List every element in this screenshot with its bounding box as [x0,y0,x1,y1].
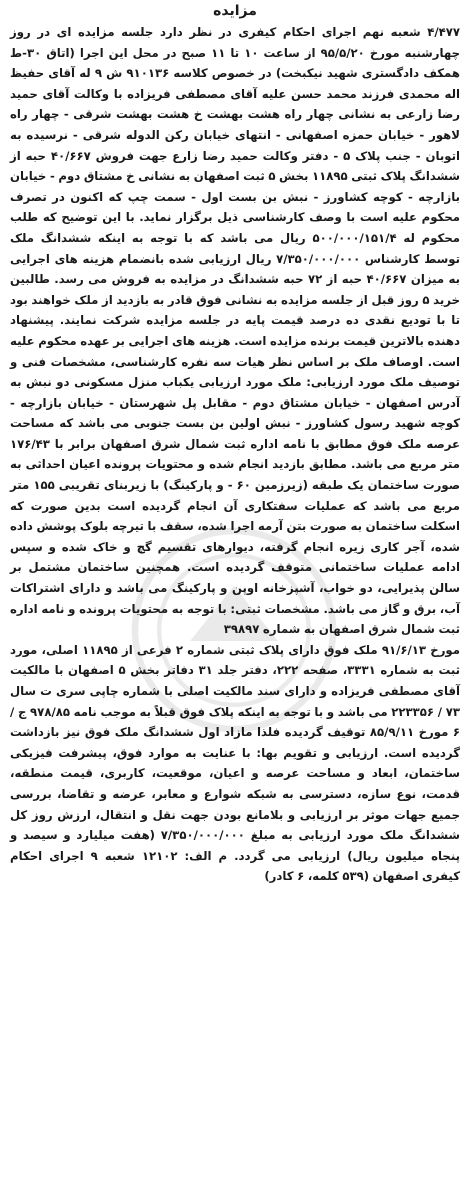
notice-body [10,22,460,887]
notice-paragraph-main: ۴/۴۷۷ شعبه نهم اجرای احکام کیفری در نظر دارد جلسه مزایده ای در روز چهارشنبه مورخ ۹۵/۵/۲۰ از ساعت ۱۰ تا ۱۱ صبح در محل این اجرا (اتاق ۳۰-ط همکف دادگستری شهید نیکبخت) در خصوص کلاسه ۹۱۰۱۳۶ ش ۹ له آقای حفیظ اله محمدی فرزند محمد حسن علیه آقای مصطفی فریزاده با وکالت آقای حمید رضا زارعی به نشانی چهار راه هشت بهشت خ هشت بهشت شرقی - چهار راه لاهور - خیابان حمزه اصفهانی - انتهای خیابان رکن الدوله شرقی - نرسیده به اتوبان - جنب پلاک ۵ - دفتر وکالت حمید رضا زارع جهت فروش ۴۰/۶۶۷ حبه از ششدانگ پلاک ثبتی ۱۱۸۹۵ بخش ۵ ثبت اصفهان به نشانی خ مشتاق دوم - خیابان بازارچه - کوچه کشاورز - نبش بن بست اول - سمت چپ که اکنون در تصرف محکوم علیه است با وصف کارشناسی ذیل برگزار نماید. با این توضیح که طلب محکوم له ۵۰۰/۰۰۰/۱۵۱/۴ ریال می باشد که با توجه به اینکه ششدانگ ملک توسط کارشناس ۷/۳۵۰/۰۰۰/۰۰۰ ریال ارزیابی شده بانضمام هزینه های اجرایی به میزان ۴۰/۶۶۷ حبه از ۷۲ حبه ششدانگ در مزایده به فروش می رسد. طالبین خرید ۵ روز قبل از جلسه مزایده به نشانی فوق قادر به بازدید از ملک خواهند بود تا با تودیع نقدی ده درصد قیمت پایه در جلسه مزایده شرکت نمایند. پیشنهاد دهنده بالاترین قیمت برنده مزایده است. هزینه های اجرایی بر عهده محکوم علیه است. اوصاف ملک بر اساس نظر هیات سه نفره کارشناسی، مشخصات فنی و توصیف ملک مورد ارزیابی: ملک مورد ارزیابی یکباب منزل مسکونی دو نبش به آدرس اصفهان - خیابان مشتاق دوم - مقابل پل شهرستان - خیابان بازارچه - کوچه شهید رسول کشاورز - نبش اولین بن بست جنوبی می باشد که مساحت عرصه ملک فوق مطابق با نامه اداره ثبت شمال شرق اصفهان برابر با ۱۷۶/۴۳ متر مربع می باشد. مطابق بازدید انجام شده و محتویات پرونده اعیان احداثی به صورت ساختمان یک طبقه (زیرزمین ۶۰ - و پارکینگ) با زیربنای تقریبی ۱۵۵ متر مربع می باشد که عملیات سفتکاری آن انجام گردیده است بدین صورت که اسکلت ساختمان به صورت بتن آرمه اجرا شده، سقف با تیرچه بلوک پوشش داده شده، آجر کاری زیره انجام گرفته، دیوارهای تقسیم گچ و خاک شده و سپس ادامه عملیات ساختمانی متوقف گردیده است. همچنین ساختمان مشتمل بر سالن پذیرایی، دو خواب، آشپزخانه اوپن و پارکینگ می باشد و دارای اشتراکات آب، برق و گاز می باشد. مشخصات ثبتی: با توجه به محتویات پرونده و نامه اداره ثبت شمال شرق اصفهان به شماره ۳۹۸۹۷ [10,25,461,637]
notice-paragraph-registration: مورخ ۹۱/۶/۱۳ ملک فوق دارای پلاک ثبتی شماره ۲ فرعی از ۱۱۸۹۵ اصلی، مورد ثبت به شماره ۳۳۳۱، صفحه ۲۲۲، دفتر جلد ۳۱ دفاتر بخش ۵ اصفهان با مالکیت آقای مصطفی فریزاده و دارای سند مالکیت اصلی با شماره چاپی سری ت سال ۷۳ / ۲۲۳۳۵۶ می باشد و با توجه به اینکه پلاک فوق قبلاً به موجب نامه ۹۷۸/۸۵ ج / ۶ مورخ ۸۵/۹/۱۱ توقیف گردیده فلذا مازاد اول ششدانگ ملک فوق نیز بازداشت گردیده است. ارزیابی و تقویم بها: با عنایت به موارد فوق، پیشرفت فیزیکی ساختمان، ابعاد و مساحت عرصه و اعیان، موقعیت، کاربری، قیمت منطقه، قدمت، نوع سازه، دسترسی به شبکه شوارع و معابر، عرضه و تقاضا، بررسی جمیع جهات موثر بر ارزیابی و بلامانع بودن جهت نقل و انتقال، ارزش روز کل ششدانگ ملک مورد ارزیابی به مبلغ ۷/۳۵۰/۰۰۰/۰۰۰ (هفت میلیارد و سیصد و پنجاه میلیون ریال) ارزیابی می گردد. م الف: ۱۲۱۰۲ شعبه ۹ اجرای احکام کیفری اصفهان (۵۳۹ کلمه، ۶ کادر) [10,642,460,884]
auction-notice [4,0,464,1187]
notice-title: مزایده [213,3,257,19]
